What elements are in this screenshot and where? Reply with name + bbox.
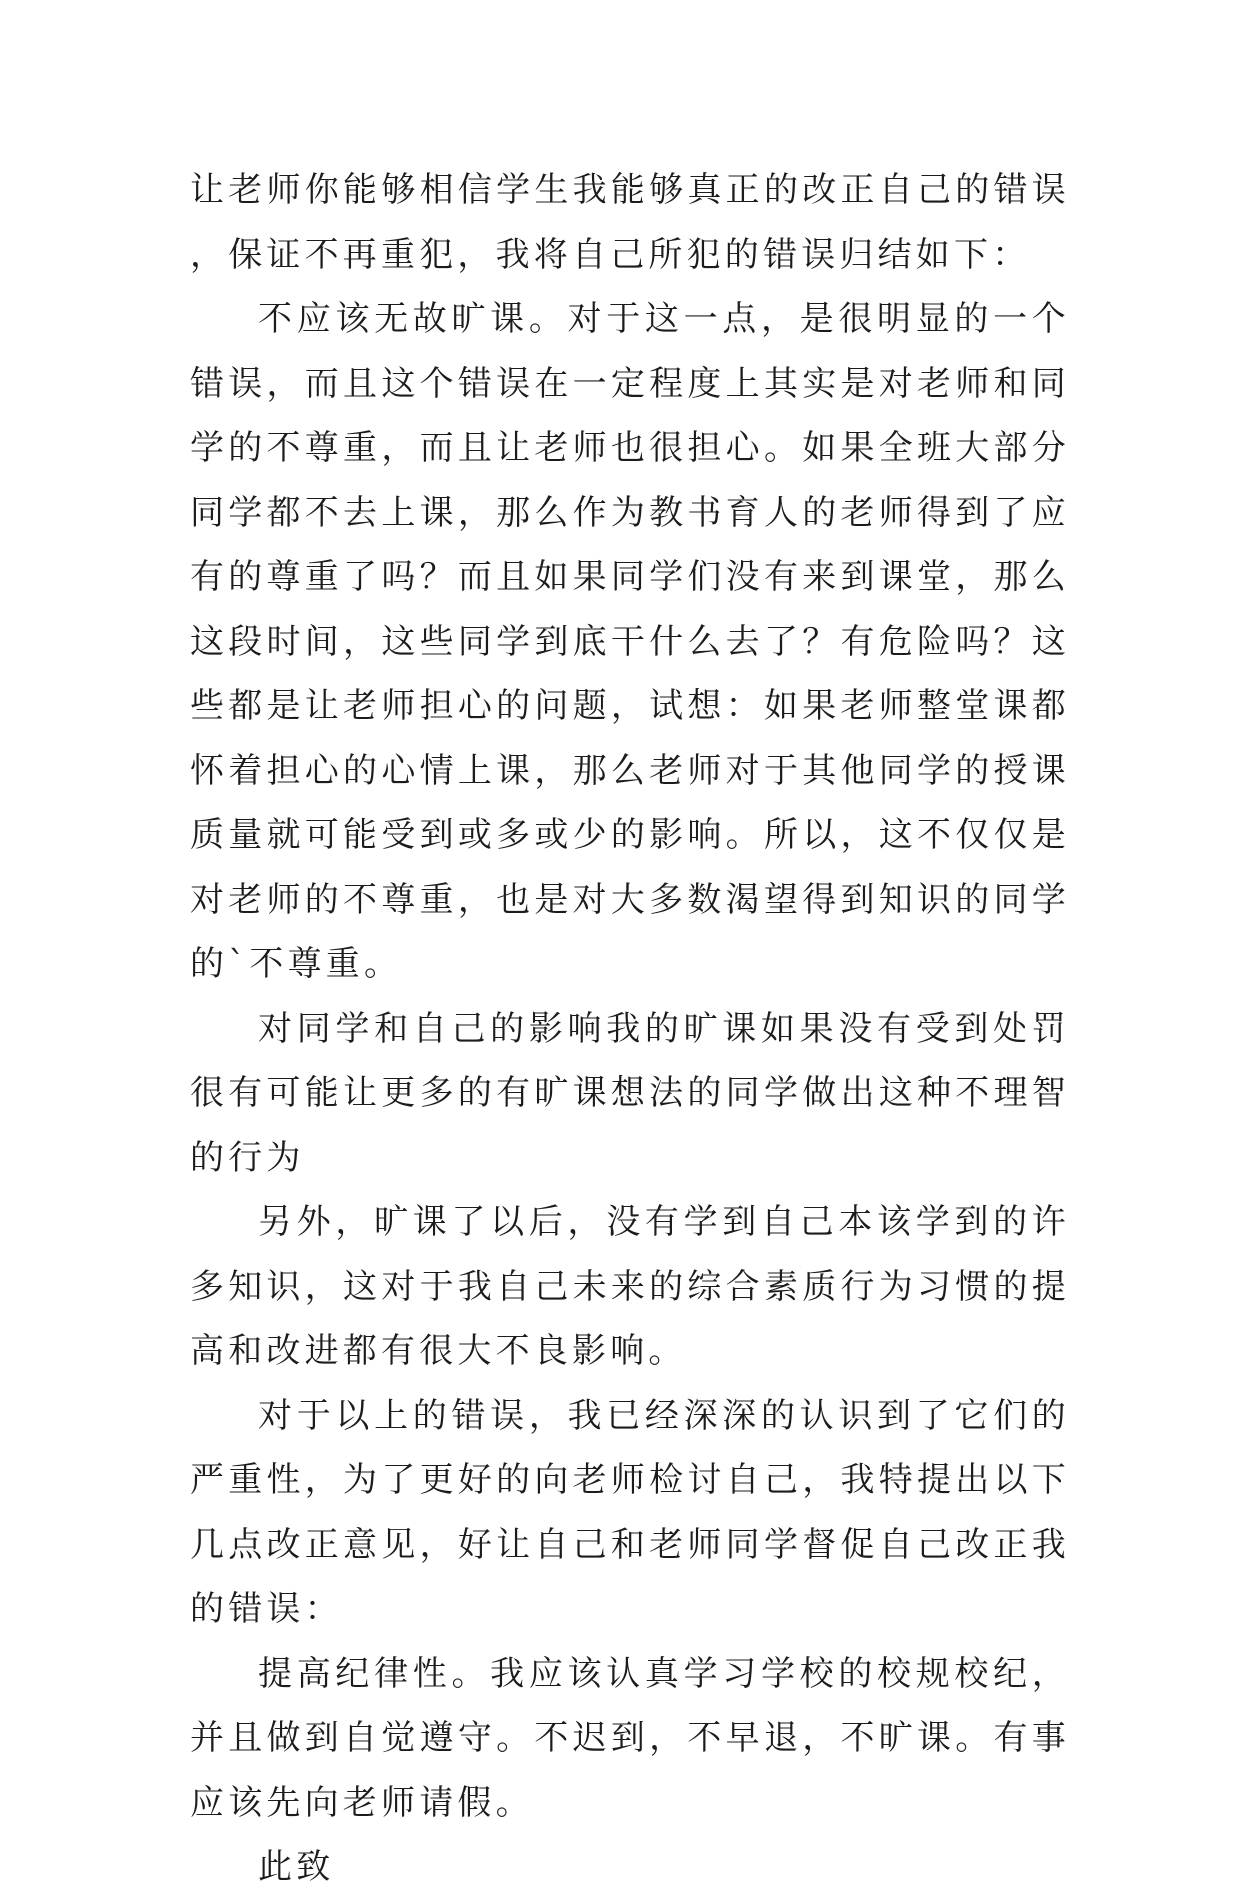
paragraph-reflection: 对于以上的错误，我已经深深的认识到了它们的严重性，为了更好的向老师检讨自己，我特提出以下几点改正意见，好让自己和老师同学督促自己改正我的错误： bbox=[190, 1395, 1070, 1629]
paragraph-influence: 对同学和自己的影响我的旷课如果没有受到处罚很有可能让更多的有旷课想法的同学做出这种不理智的行为 bbox=[190, 1008, 1070, 1178]
paragraph-discipline: 提高纪律性。我应该认真学习学校的校规校纪，并且做到自觉遵守。不迟到，不早退，不旷课。有事应该先向老师请假。 bbox=[190, 1653, 1070, 1823]
closing-salutation: 此致 bbox=[258, 1847, 335, 1887]
paragraph-intro: 让老师你能够相信学生我能够真正的改正自己的错误，保证不再重犯，我将自己所犯的错误归结如下： bbox=[190, 170, 1070, 275]
paragraph-knowledge-loss: 另外，旷课了以后，没有学到自己本该学到的许多知识，这对于我自己未来的综合素质行为习惯的提高和改进都有很大不良影响。 bbox=[190, 1202, 1070, 1371]
document-body bbox=[190, 158, 1070, 1900]
paragraph-no-truancy: 不应该无故旷课。对于这一点，是很明显的一个错误，而且这个错误在一定程度上其实是对老师和同学的不尊重，而且让老师也很担心。如果全班大部分同学都不去上课，那么作为教书育人的老师得到了应有的尊重了吗？而且如果同学们没有来到课堂，那么这段时间，这些同学到底干什么去了？有危险吗？这些都是让老师担心的问题，试想：如果老师整堂课都怀着担心的心情上课，那么老师对于其他同学的授课质量就可能受到或多或少的影响。所以，这不仅仅是对老师的不尊重，也是对大多数渴望得到知识的同学的`不尊重。 bbox=[190, 299, 1070, 984]
